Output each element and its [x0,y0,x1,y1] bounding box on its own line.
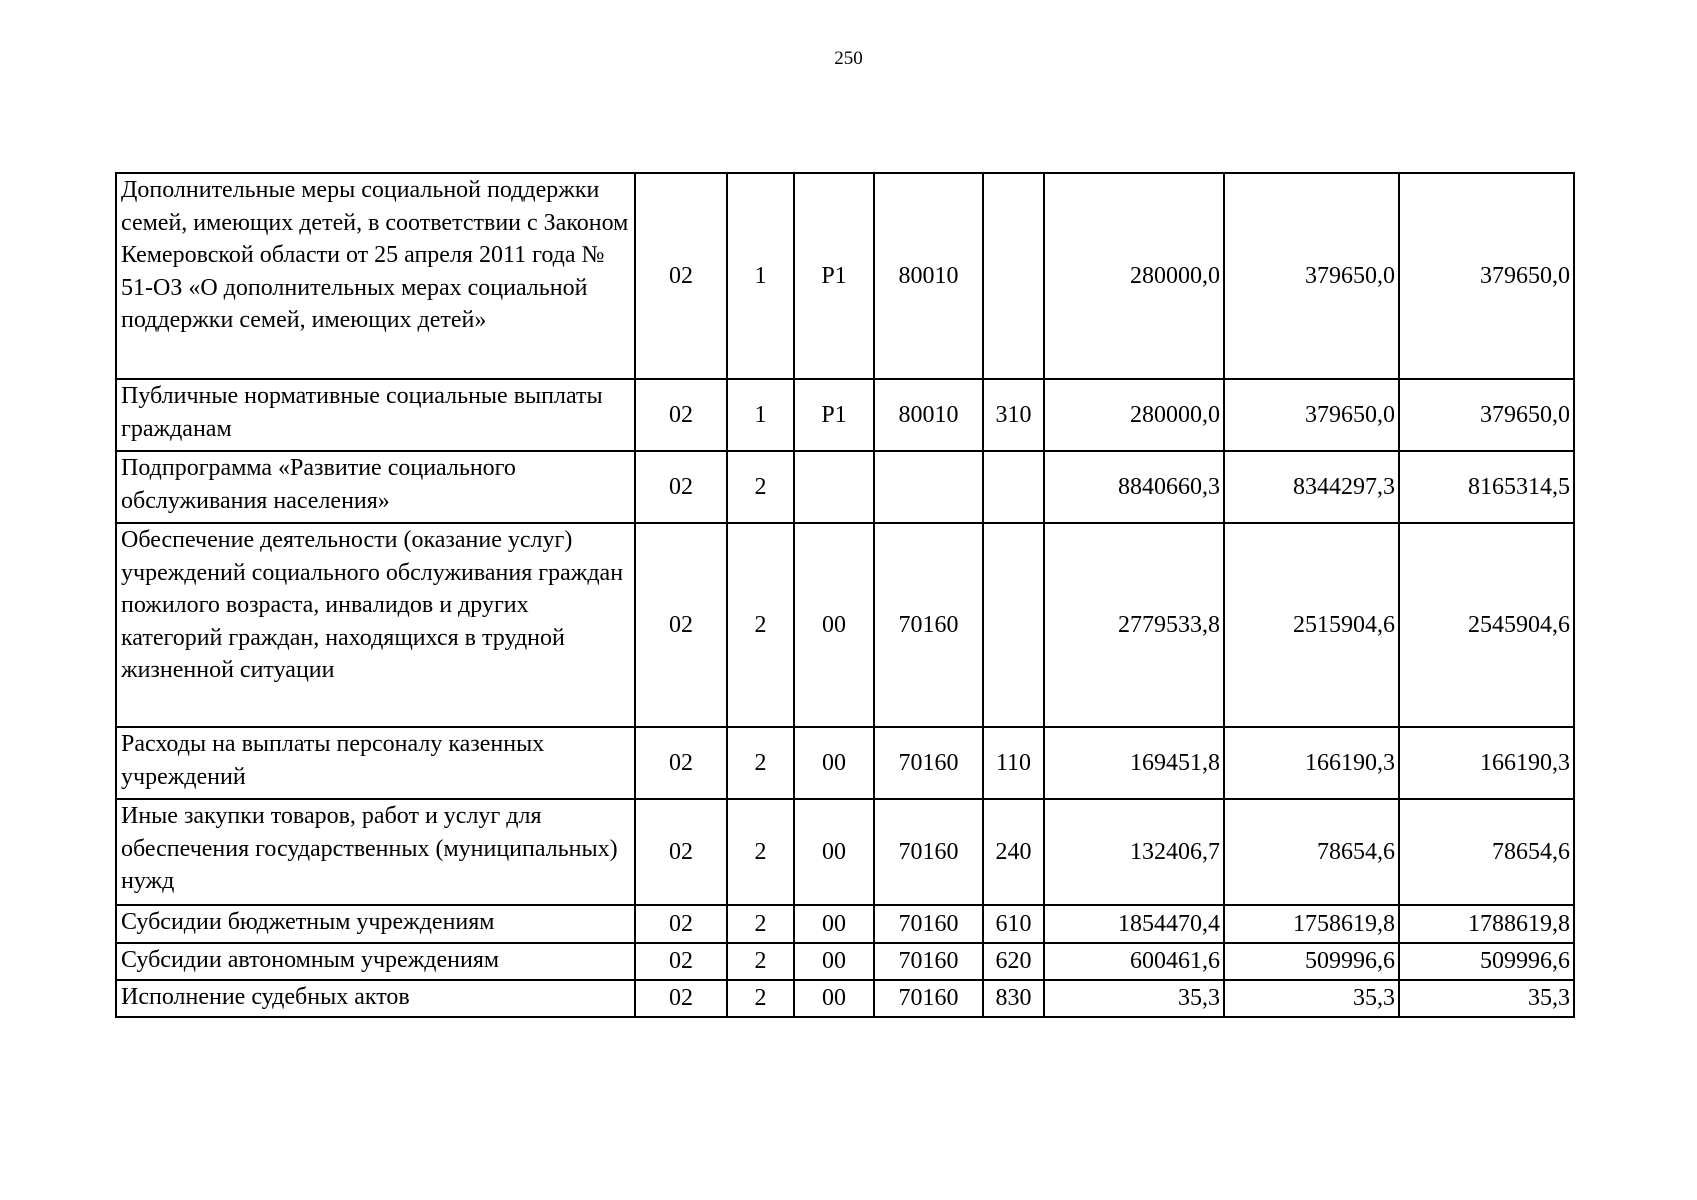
amount-cell: 8165314,5 [1399,451,1574,523]
amount-cell: 2779533,8 [1044,523,1224,727]
table-row [116,905,1574,943]
code-cell: 830 [983,980,1044,1017]
row-name-cell: Субсидии бюджетным учреждениям [116,905,635,943]
row-name-cell: Субсидии автономным учреждениям [116,943,635,980]
amount-cell: 509996,6 [1224,943,1399,980]
code-cell [983,173,1044,379]
code-cell: 02 [635,523,727,727]
code-cell: 02 [635,173,727,379]
amount-cell: 8840660,3 [1044,451,1224,523]
code-cell: 2 [727,523,794,727]
code-cell: 00 [794,727,874,799]
code-cell: 110 [983,727,1044,799]
code-cell: 00 [794,799,874,905]
code-cell: 00 [794,523,874,727]
amount-cell: 78654,6 [1399,799,1574,905]
page-number: 250 [834,48,863,69]
code-cell: 70160 [874,980,983,1017]
code-cell: 70160 [874,943,983,980]
code-cell: 02 [635,799,727,905]
amount-cell: 1854470,4 [1044,905,1224,943]
amount-cell: 280000,0 [1044,379,1224,451]
amount-cell: 2545904,6 [1399,523,1574,727]
code-cell: 02 [635,451,727,523]
amount-cell: 8344297,3 [1224,451,1399,523]
code-cell: Р1 [794,379,874,451]
row-name-cell: Расходы на выплаты персоналу казенных учреждений [116,727,635,799]
row-name-cell: Обеспечение деятельности (оказание услуг) учреждений социального обслуживания граждан пожилого возраста, инвалидов и других категорий граждан, находящихся в трудной жизненной ситуации [116,523,635,727]
table-row [116,727,1574,799]
code-cell: 2 [727,980,794,1017]
code-cell: 02 [635,379,727,451]
amount-cell: 280000,0 [1044,173,1224,379]
amount-cell: 1758619,8 [1224,905,1399,943]
code-cell: 70160 [874,799,983,905]
code-cell: 240 [983,799,1044,905]
code-cell: 80010 [874,173,983,379]
table-row [116,379,1574,451]
amount-cell: 132406,7 [1044,799,1224,905]
budget-table [115,172,1575,1018]
code-cell: 00 [794,980,874,1017]
row-name-cell: Исполнение судебных актов [116,980,635,1017]
code-cell: 2 [727,943,794,980]
amount-cell: 2515904,6 [1224,523,1399,727]
amount-cell: 78654,6 [1224,799,1399,905]
row-name-cell: Дополнительные меры социальной поддержки семей, имеющих детей, в соответствии с Законом Кемеровской области от 25 апреля 2011 года № 51-ОЗ «О дополнительных мерах социальной поддержки семей, имеющих детей» [116,173,635,379]
amount-cell: 166190,3 [1399,727,1574,799]
code-cell: 00 [794,905,874,943]
code-cell: 02 [635,727,727,799]
code-cell: 2 [727,451,794,523]
amount-cell: 169451,8 [1044,727,1224,799]
amount-cell: 35,3 [1399,980,1574,1017]
code-cell: 02 [635,980,727,1017]
code-cell [983,451,1044,523]
amount-cell: 35,3 [1044,980,1224,1017]
code-cell: 70160 [874,523,983,727]
code-cell: 80010 [874,379,983,451]
code-cell [874,451,983,523]
code-cell: 2 [727,905,794,943]
amount-cell: 509996,6 [1399,943,1574,980]
amount-cell: 1788619,8 [1399,905,1574,943]
amount-cell: 166190,3 [1224,727,1399,799]
code-cell: 02 [635,905,727,943]
code-cell: 2 [727,727,794,799]
code-cell: 1 [727,173,794,379]
code-cell: 00 [794,943,874,980]
code-cell [794,451,874,523]
amount-cell: 35,3 [1224,980,1399,1017]
table-row [116,451,1574,523]
code-cell: Р1 [794,173,874,379]
code-cell: 610 [983,905,1044,943]
amount-cell: 379650,0 [1224,173,1399,379]
code-cell: 70160 [874,905,983,943]
row-name-cell: Иные закупки товаров, работ и услуг для обеспечения государственных (муниципальных) нужд [116,799,635,905]
amount-cell: 379650,0 [1399,379,1574,451]
amount-cell: 600461,6 [1044,943,1224,980]
amount-cell: 379650,0 [1224,379,1399,451]
code-cell: 310 [983,379,1044,451]
code-cell: 620 [983,943,1044,980]
code-cell: 70160 [874,727,983,799]
code-cell: 02 [635,943,727,980]
table-row [116,943,1574,980]
row-name-cell: Публичные нормативные социальные выплаты гражданам [116,379,635,451]
amount-cell: 379650,0 [1399,173,1574,379]
table-row [116,523,1574,727]
table-row [116,799,1574,905]
row-name-cell: Подпрограмма «Развитие социального обслуживания населения» [116,451,635,523]
code-cell: 2 [727,799,794,905]
table-row [116,980,1574,1017]
code-cell: 1 [727,379,794,451]
table-row [116,173,1574,379]
code-cell [983,523,1044,727]
